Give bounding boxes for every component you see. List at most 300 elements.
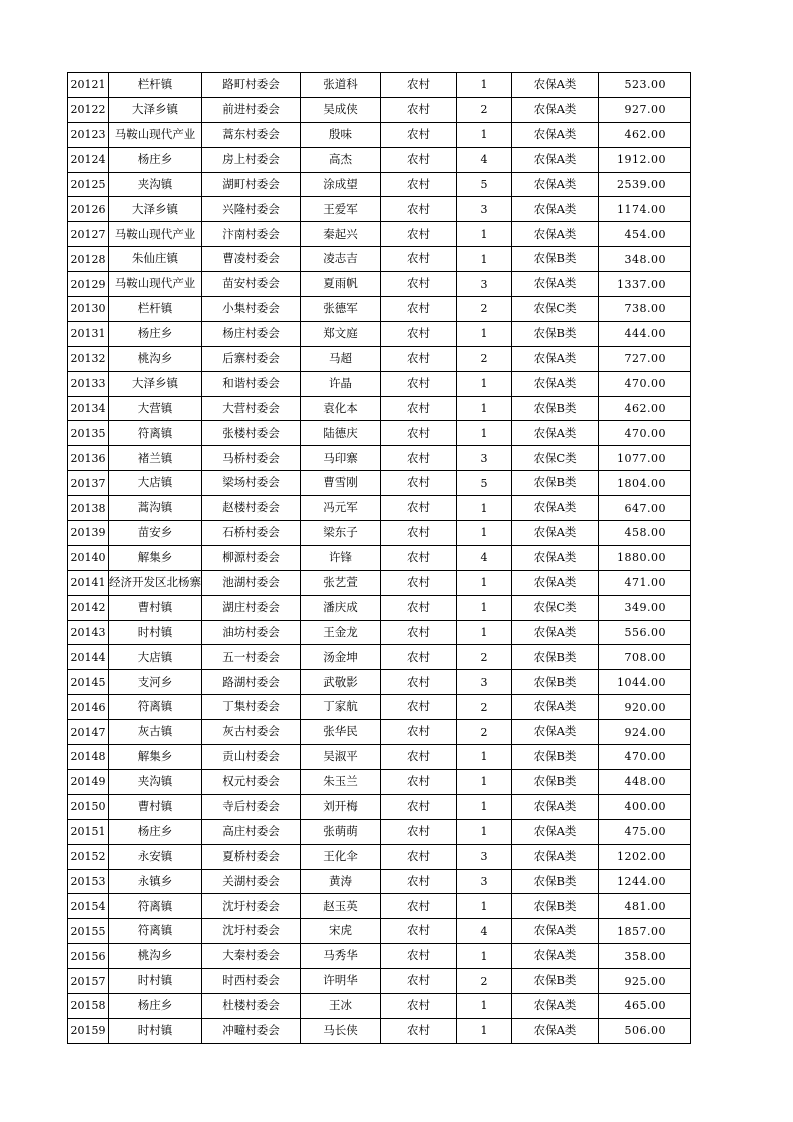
area-type-cell: 农村 — [381, 521, 457, 546]
amount-cell: 470.00 — [599, 371, 691, 396]
amount-cell: 1174.00 — [599, 197, 691, 222]
amount-cell: 444.00 — [599, 321, 691, 346]
household-count-cell: 4 — [457, 919, 512, 944]
record-id-cell: 20155 — [68, 919, 109, 944]
insurance-class-cell: 农保A类 — [512, 1018, 599, 1043]
village-committee-cell: 寺后村委会 — [202, 794, 301, 819]
person-name-cell: 许明华 — [301, 969, 381, 994]
person-name-cell: 丁家航 — [301, 695, 381, 720]
village-committee-cell: 杨庄村委会 — [202, 321, 301, 346]
table-row — [68, 894, 691, 919]
area-type-cell: 农村 — [381, 919, 457, 944]
insurance-class-cell: 农保C类 — [512, 446, 599, 471]
table-row — [68, 421, 691, 446]
record-id-cell: 20134 — [68, 396, 109, 421]
person-name-cell: 张华民 — [301, 720, 381, 745]
table-row — [68, 695, 691, 720]
insurance-class-cell: 农保A类 — [512, 919, 599, 944]
township-cell: 大店镇 — [109, 645, 202, 670]
record-id-cell: 20136 — [68, 446, 109, 471]
household-count-cell: 2 — [457, 645, 512, 670]
table-body — [68, 73, 691, 1044]
township-cell: 时村镇 — [109, 1018, 202, 1043]
insurance-class-cell: 农保B类 — [512, 247, 599, 272]
insurance-class-cell: 农保A类 — [512, 944, 599, 969]
person-name-cell: 高杰 — [301, 147, 381, 172]
township-cell: 蒿沟镇 — [109, 496, 202, 521]
township-cell: 解集乡 — [109, 745, 202, 770]
area-type-cell: 农村 — [381, 421, 457, 446]
table-row — [68, 993, 691, 1018]
insurance-class-cell: 农保A类 — [512, 421, 599, 446]
amount-cell: 1077.00 — [599, 446, 691, 471]
village-committee-cell: 张楼村委会 — [202, 421, 301, 446]
insurance-class-cell: 农保B类 — [512, 670, 599, 695]
village-committee-cell: 兴隆村委会 — [202, 197, 301, 222]
table-row — [68, 147, 691, 172]
table-row — [68, 969, 691, 994]
record-id-cell: 20124 — [68, 147, 109, 172]
village-committee-cell: 后寨村委会 — [202, 346, 301, 371]
amount-cell: 481.00 — [599, 894, 691, 919]
household-count-cell: 5 — [457, 172, 512, 197]
person-name-cell: 黄涛 — [301, 869, 381, 894]
township-cell: 马鞍山现代产业 — [109, 272, 202, 297]
record-id-cell: 20151 — [68, 819, 109, 844]
insurance-class-cell: 农保A类 — [512, 545, 599, 570]
household-count-cell: 3 — [457, 869, 512, 894]
township-cell: 永镇乡 — [109, 869, 202, 894]
area-type-cell: 农村 — [381, 894, 457, 919]
table-row — [68, 869, 691, 894]
record-id-cell: 20121 — [68, 73, 109, 98]
area-type-cell: 农村 — [381, 944, 457, 969]
table-row — [68, 73, 691, 98]
amount-cell: 1202.00 — [599, 844, 691, 869]
village-committee-cell: 湖庄村委会 — [202, 595, 301, 620]
household-count-cell: 1 — [457, 620, 512, 645]
amount-cell: 1804.00 — [599, 471, 691, 496]
table-row — [68, 645, 691, 670]
amount-cell: 475.00 — [599, 819, 691, 844]
amount-cell: 1912.00 — [599, 147, 691, 172]
village-committee-cell: 柳源村委会 — [202, 545, 301, 570]
record-id-cell: 20122 — [68, 97, 109, 122]
area-type-cell: 农村 — [381, 197, 457, 222]
record-id-cell: 20144 — [68, 645, 109, 670]
household-count-cell: 1 — [457, 570, 512, 595]
table-row — [68, 944, 691, 969]
amount-cell: 523.00 — [599, 73, 691, 98]
township-cell: 苗安乡 — [109, 521, 202, 546]
area-type-cell: 农村 — [381, 969, 457, 994]
insurance-class-cell: 农保A类 — [512, 496, 599, 521]
insurance-class-cell: 农保B类 — [512, 471, 599, 496]
area-type-cell: 农村 — [381, 371, 457, 396]
table-row — [68, 844, 691, 869]
insurance-class-cell: 农保A类 — [512, 122, 599, 147]
township-cell: 灰古镇 — [109, 720, 202, 745]
village-committee-cell: 石桥村委会 — [202, 521, 301, 546]
person-name-cell: 马超 — [301, 346, 381, 371]
area-type-cell: 农村 — [381, 97, 457, 122]
person-name-cell: 许晶 — [301, 371, 381, 396]
amount-cell: 1857.00 — [599, 919, 691, 944]
township-cell: 马鞍山现代产业 — [109, 122, 202, 147]
village-committee-cell: 苗安村委会 — [202, 272, 301, 297]
village-committee-cell: 前进村委会 — [202, 97, 301, 122]
village-committee-cell: 灰古村委会 — [202, 720, 301, 745]
person-name-cell: 王金龙 — [301, 620, 381, 645]
village-committee-cell: 和谐村委会 — [202, 371, 301, 396]
person-name-cell: 夏雨帆 — [301, 272, 381, 297]
record-id-cell: 20147 — [68, 720, 109, 745]
table-row — [68, 919, 691, 944]
record-id-cell: 20129 — [68, 272, 109, 297]
person-name-cell: 曹雪刚 — [301, 471, 381, 496]
village-committee-cell: 关湖村委会 — [202, 869, 301, 894]
record-id-cell: 20141 — [68, 570, 109, 595]
record-id-cell: 20130 — [68, 297, 109, 322]
township-cell: 朱仙庄镇 — [109, 247, 202, 272]
township-cell: 解集乡 — [109, 545, 202, 570]
insurance-class-cell: 农保C类 — [512, 595, 599, 620]
household-count-cell: 4 — [457, 545, 512, 570]
household-count-cell: 1 — [457, 496, 512, 521]
household-count-cell: 1 — [457, 73, 512, 98]
table-row — [68, 545, 691, 570]
area-type-cell: 农村 — [381, 346, 457, 371]
household-count-cell: 1 — [457, 993, 512, 1018]
table-row — [68, 1018, 691, 1043]
insurance-class-cell: 农保B类 — [512, 321, 599, 346]
table-row — [68, 496, 691, 521]
amount-cell: 462.00 — [599, 396, 691, 421]
person-name-cell: 梁东子 — [301, 521, 381, 546]
person-name-cell: 宋虎 — [301, 919, 381, 944]
record-id-cell: 20145 — [68, 670, 109, 695]
insurance-class-cell: 农保A类 — [512, 97, 599, 122]
amount-cell: 349.00 — [599, 595, 691, 620]
township-cell: 大泽乡镇 — [109, 97, 202, 122]
person-name-cell: 凌志吉 — [301, 247, 381, 272]
person-name-cell: 王冰 — [301, 993, 381, 1018]
person-name-cell: 袁化本 — [301, 396, 381, 421]
area-type-cell: 农村 — [381, 720, 457, 745]
household-count-cell: 1 — [457, 122, 512, 147]
table-row — [68, 819, 691, 844]
insurance-class-cell: 农保C类 — [512, 297, 599, 322]
area-type-cell: 农村 — [381, 147, 457, 172]
record-id-cell: 20126 — [68, 197, 109, 222]
person-name-cell: 殷味 — [301, 122, 381, 147]
household-count-cell: 1 — [457, 595, 512, 620]
table-row — [68, 97, 691, 122]
table-row — [68, 471, 691, 496]
village-committee-cell: 大秦村委会 — [202, 944, 301, 969]
village-committee-cell: 大营村委会 — [202, 396, 301, 421]
township-cell: 桃沟乡 — [109, 346, 202, 371]
household-count-cell: 2 — [457, 695, 512, 720]
household-count-cell: 1 — [457, 894, 512, 919]
amount-cell: 470.00 — [599, 745, 691, 770]
person-name-cell: 朱玉兰 — [301, 769, 381, 794]
insurance-class-cell: 农保A类 — [512, 570, 599, 595]
table-row — [68, 620, 691, 645]
insurance-class-cell: 农保A类 — [512, 695, 599, 720]
insurance-class-cell: 农保B类 — [512, 745, 599, 770]
record-id-cell: 20128 — [68, 247, 109, 272]
village-committee-cell: 蒿东村委会 — [202, 122, 301, 147]
household-count-cell: 1 — [457, 321, 512, 346]
table-row — [68, 446, 691, 471]
township-cell: 马鞍山现代产业 — [109, 222, 202, 247]
amount-cell: 556.00 — [599, 620, 691, 645]
township-cell: 杨庄乡 — [109, 819, 202, 844]
amount-cell: 458.00 — [599, 521, 691, 546]
area-type-cell: 农村 — [381, 446, 457, 471]
amount-cell: 506.00 — [599, 1018, 691, 1043]
village-committee-cell: 高庄村委会 — [202, 819, 301, 844]
insurance-class-cell: 农保B类 — [512, 894, 599, 919]
record-id-cell: 20158 — [68, 993, 109, 1018]
insurance-class-cell: 农保A类 — [512, 720, 599, 745]
township-cell: 时村镇 — [109, 969, 202, 994]
table-row — [68, 595, 691, 620]
insurance-class-cell: 农保A类 — [512, 147, 599, 172]
area-type-cell: 农村 — [381, 695, 457, 720]
township-cell: 曹村镇 — [109, 595, 202, 620]
record-id-cell: 20142 — [68, 595, 109, 620]
amount-cell: 727.00 — [599, 346, 691, 371]
insurance-class-cell: 农保A类 — [512, 794, 599, 819]
insurance-class-cell: 农保B类 — [512, 869, 599, 894]
amount-cell: 924.00 — [599, 720, 691, 745]
amount-cell: 358.00 — [599, 944, 691, 969]
amount-cell: 348.00 — [599, 247, 691, 272]
person-name-cell: 吴淑平 — [301, 745, 381, 770]
village-committee-cell: 池湖村委会 — [202, 570, 301, 595]
amount-cell: 925.00 — [599, 969, 691, 994]
person-name-cell: 张德军 — [301, 297, 381, 322]
area-type-cell: 农村 — [381, 471, 457, 496]
record-id-cell: 20150 — [68, 794, 109, 819]
insurance-class-cell: 农保B类 — [512, 969, 599, 994]
area-type-cell: 农村 — [381, 297, 457, 322]
township-cell: 支河乡 — [109, 670, 202, 695]
table-row — [68, 297, 691, 322]
insurance-class-cell: 农保A类 — [512, 844, 599, 869]
person-name-cell: 武敬影 — [301, 670, 381, 695]
amount-cell: 647.00 — [599, 496, 691, 521]
village-committee-cell: 梁场村委会 — [202, 471, 301, 496]
table-row — [68, 346, 691, 371]
person-name-cell: 张艺萱 — [301, 570, 381, 595]
village-committee-cell: 权元村委会 — [202, 769, 301, 794]
table-row — [68, 222, 691, 247]
person-name-cell: 潘庆成 — [301, 595, 381, 620]
area-type-cell: 农村 — [381, 570, 457, 595]
household-count-cell: 2 — [457, 969, 512, 994]
table-row — [68, 122, 691, 147]
household-count-cell: 1 — [457, 521, 512, 546]
township-cell: 桃沟乡 — [109, 944, 202, 969]
person-name-cell: 涂成望 — [301, 172, 381, 197]
person-name-cell: 张萌萌 — [301, 819, 381, 844]
area-type-cell: 农村 — [381, 794, 457, 819]
area-type-cell: 农村 — [381, 769, 457, 794]
household-count-cell: 1 — [457, 794, 512, 819]
person-name-cell: 王爱军 — [301, 197, 381, 222]
household-count-cell: 2 — [457, 297, 512, 322]
township-cell: 褚兰镇 — [109, 446, 202, 471]
record-id-cell: 20139 — [68, 521, 109, 546]
person-name-cell: 郑文庭 — [301, 321, 381, 346]
record-id-cell: 20138 — [68, 496, 109, 521]
record-id-cell: 20137 — [68, 471, 109, 496]
person-name-cell: 汤金坤 — [301, 645, 381, 670]
table-row — [68, 794, 691, 819]
village-committee-cell: 路町村委会 — [202, 73, 301, 98]
village-committee-cell: 沈圩村委会 — [202, 919, 301, 944]
amount-cell: 927.00 — [599, 97, 691, 122]
area-type-cell: 农村 — [381, 993, 457, 1018]
insurance-class-cell: 农保B类 — [512, 769, 599, 794]
table-row — [68, 247, 691, 272]
record-id-cell: 20125 — [68, 172, 109, 197]
person-name-cell: 张道科 — [301, 73, 381, 98]
area-type-cell: 农村 — [381, 869, 457, 894]
person-name-cell: 王化伞 — [301, 844, 381, 869]
person-name-cell: 冯元军 — [301, 496, 381, 521]
village-committee-cell: 杜楼村委会 — [202, 993, 301, 1018]
village-committee-cell: 时西村委会 — [202, 969, 301, 994]
person-name-cell: 许锋 — [301, 545, 381, 570]
record-id-cell: 20127 — [68, 222, 109, 247]
person-name-cell: 秦起兴 — [301, 222, 381, 247]
township-cell: 夹沟镇 — [109, 769, 202, 794]
household-count-cell: 3 — [457, 670, 512, 695]
township-cell: 栏杆镇 — [109, 297, 202, 322]
table-row — [68, 720, 691, 745]
record-id-cell: 20148 — [68, 745, 109, 770]
household-count-cell: 3 — [457, 197, 512, 222]
township-cell: 栏杆镇 — [109, 73, 202, 98]
table-row — [68, 769, 691, 794]
village-committee-cell: 赵楼村委会 — [202, 496, 301, 521]
amount-cell: 2539.00 — [599, 172, 691, 197]
table-row — [68, 521, 691, 546]
table-row — [68, 396, 691, 421]
insurance-class-cell: 农保A类 — [512, 819, 599, 844]
township-cell: 符离镇 — [109, 695, 202, 720]
area-type-cell: 农村 — [381, 321, 457, 346]
amount-cell: 462.00 — [599, 122, 691, 147]
insurance-class-cell: 农保A类 — [512, 73, 599, 98]
record-id-cell: 20132 — [68, 346, 109, 371]
record-id-cell: 20123 — [68, 122, 109, 147]
record-id-cell: 20152 — [68, 844, 109, 869]
table-row — [68, 197, 691, 222]
township-cell: 大店镇 — [109, 471, 202, 496]
township-cell: 符离镇 — [109, 894, 202, 919]
insurance-class-cell: 农保A类 — [512, 521, 599, 546]
amount-cell: 465.00 — [599, 993, 691, 1018]
record-id-cell: 20143 — [68, 620, 109, 645]
area-type-cell: 农村 — [381, 222, 457, 247]
person-name-cell: 陆德庆 — [301, 421, 381, 446]
insurance-class-cell: 农保A类 — [512, 346, 599, 371]
insurance-class-cell: 农保A类 — [512, 620, 599, 645]
household-count-cell: 1 — [457, 421, 512, 446]
table-row — [68, 272, 691, 297]
amount-cell: 708.00 — [599, 645, 691, 670]
record-id-cell: 20133 — [68, 371, 109, 396]
township-cell: 杨庄乡 — [109, 993, 202, 1018]
area-type-cell: 农村 — [381, 819, 457, 844]
village-committee-cell: 汴南村委会 — [202, 222, 301, 247]
area-type-cell: 农村 — [381, 645, 457, 670]
household-count-cell: 5 — [457, 471, 512, 496]
record-id-cell: 20146 — [68, 695, 109, 720]
household-count-cell: 1 — [457, 222, 512, 247]
household-count-cell: 1 — [457, 745, 512, 770]
household-count-cell: 2 — [457, 97, 512, 122]
area-type-cell: 农村 — [381, 73, 457, 98]
township-cell: 曹村镇 — [109, 794, 202, 819]
village-committee-cell: 马桥村委会 — [202, 446, 301, 471]
township-cell: 符离镇 — [109, 421, 202, 446]
township-cell: 大泽乡镇 — [109, 371, 202, 396]
amount-cell: 448.00 — [599, 769, 691, 794]
amount-cell: 1337.00 — [599, 272, 691, 297]
record-id-cell: 20154 — [68, 894, 109, 919]
record-id-cell: 20153 — [68, 869, 109, 894]
area-type-cell: 农村 — [381, 272, 457, 297]
table-row — [68, 670, 691, 695]
area-type-cell: 农村 — [381, 122, 457, 147]
person-name-cell: 马秀华 — [301, 944, 381, 969]
insurance-class-cell: 农保A类 — [512, 222, 599, 247]
township-cell: 夹沟镇 — [109, 172, 202, 197]
area-type-cell: 农村 — [381, 670, 457, 695]
amount-cell: 471.00 — [599, 570, 691, 595]
insurance-class-cell: 农保A类 — [512, 371, 599, 396]
household-count-cell: 1 — [457, 247, 512, 272]
township-cell: 经济开发区北杨寨 — [109, 570, 202, 595]
household-count-cell: 3 — [457, 446, 512, 471]
township-cell: 永安镇 — [109, 844, 202, 869]
table-row — [68, 371, 691, 396]
area-type-cell: 农村 — [381, 844, 457, 869]
village-committee-cell: 贡山村委会 — [202, 745, 301, 770]
area-type-cell: 农村 — [381, 545, 457, 570]
record-id-cell: 20159 — [68, 1018, 109, 1043]
insurance-class-cell: 农保A类 — [512, 172, 599, 197]
household-count-cell: 1 — [457, 396, 512, 421]
township-cell: 大泽乡镇 — [109, 197, 202, 222]
township-cell: 杨庄乡 — [109, 321, 202, 346]
area-type-cell: 农村 — [381, 247, 457, 272]
person-name-cell: 马长侠 — [301, 1018, 381, 1043]
insurance-class-cell: 农保B类 — [512, 645, 599, 670]
household-count-cell: 4 — [457, 147, 512, 172]
record-id-cell: 20156 — [68, 944, 109, 969]
insurance-class-cell: 农保A类 — [512, 197, 599, 222]
village-committee-cell: 沈圩村委会 — [202, 894, 301, 919]
table-row — [68, 172, 691, 197]
record-id-cell: 20149 — [68, 769, 109, 794]
